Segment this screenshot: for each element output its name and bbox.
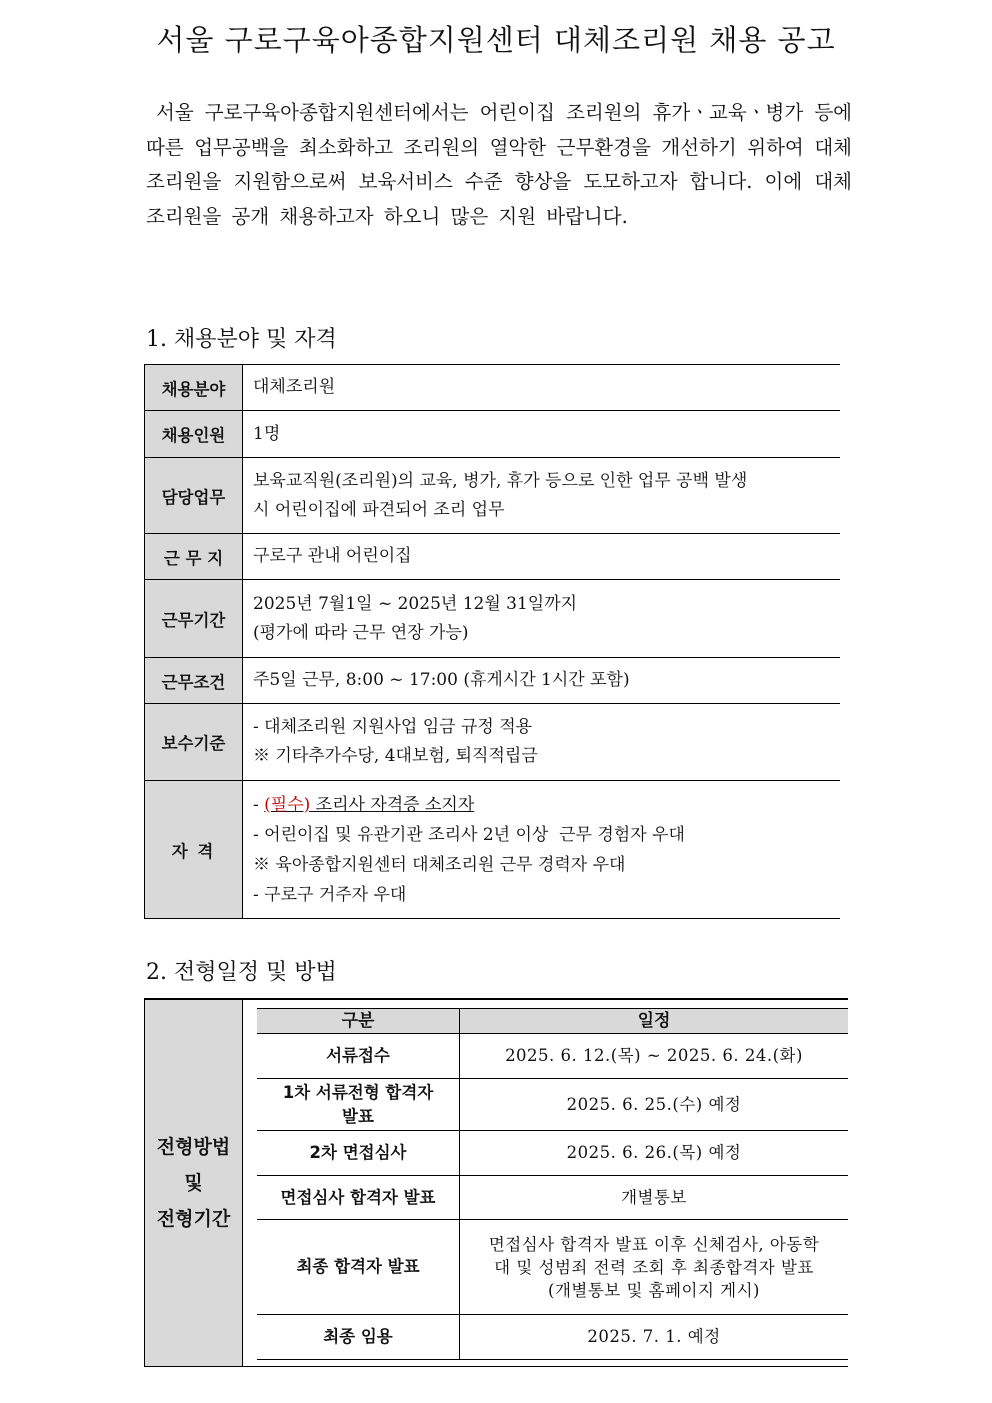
step-cell: 2차 면접심사 (257, 1131, 460, 1176)
row-value: 보육교직원(조리원)의 교육, 병가, 휴가 등으로 인한 업무 공백 발생 시 어린이집에 파견되어 조리 업무 (243, 458, 841, 534)
row-value: 주5일 근무, 8:00 ~ 17:00 (휴게시간 1시간 포함) (243, 658, 841, 704)
row-label: 담당업무 (145, 458, 243, 534)
table-header-row (257, 1009, 848, 1034)
table-row (145, 458, 841, 534)
step-cell: 1차 서류전형 합격자 발표 (257, 1079, 460, 1131)
row-value: 구로구 관내 어린이집 (243, 534, 841, 580)
table-row (257, 1220, 848, 1315)
row-value: - (필수) 조리사 자격증 소지자 - 어린이집 및 유관기관 조리사 2년 이상 근무 경험자 우대 ※ 육아종합지원센터 대체조리원 근무 경력자 우대 - 구로구 거주자 우대 (243, 781, 841, 919)
step-cell: 서류접수 (257, 1034, 460, 1079)
schedule-box (144, 998, 848, 1367)
step-cell: 최종 합격자 발표 (257, 1220, 460, 1315)
column-header-step: 구분 (257, 1009, 460, 1034)
row-label: 근무기간 (145, 580, 243, 658)
table-row (145, 534, 841, 580)
row-label: 채용인원 (145, 411, 243, 458)
column-header-date: 일정 (460, 1009, 849, 1034)
row-label: 근 무 지 (145, 534, 243, 580)
row-label: 채용분야 (145, 365, 243, 411)
row-value: 2025년 7월1일 ~ 2025년 12월 31일까지 (평가에 따라 근무 연장 가능) (243, 580, 841, 658)
step-cell: 면접심사 합격자 발표 (257, 1176, 460, 1220)
table-row (257, 1034, 848, 1079)
qualification-table (144, 364, 840, 919)
table-row (257, 1315, 848, 1360)
step-cell: 최종 임용 (257, 1315, 460, 1360)
section1-heading: 1. 채용분야 및 자격 (146, 327, 337, 352)
row-value: - 대체조리원 지원사업 임금 규정 적용 ※ 기타추가수당, 4대보험, 퇴직적립금 (243, 704, 841, 781)
row-label: 근무조건 (145, 658, 243, 704)
table-row (145, 365, 841, 411)
date-cell: 면접심사 합격자 발표 이후 신체검사, 아동학대 및 성범죄 전력 조회 후 최종합격자 발표(개별통보 및 홈페이지 게시) (460, 1220, 849, 1315)
page-title: 서울 구로구육아종합지원센터 대체조리원 채용 공고 (156, 23, 836, 57)
date-cell: 2025. 6. 12.(목) ~ 2025. 6. 24.(화) (460, 1034, 849, 1079)
required-tag: (필수) (264, 794, 311, 815)
date-cell: 2025. 7. 1. 예정 (460, 1315, 849, 1360)
table-row (257, 1079, 848, 1131)
table-row (145, 411, 841, 458)
table-row (145, 704, 841, 781)
row-label: 보수기준 (145, 704, 243, 781)
row-value: 대체조리원 (243, 365, 841, 411)
table-row (257, 1131, 848, 1176)
intro-paragraph: 서울 구로구육아종합지원센터에서는 어린이집 조리원의 휴가ㆍ교육ㆍ병가 등에 따른 업무공백을 최소화하고 조리원의 열악한 근무환경을 개선하기 위하여 대체조리원을 지원함으로써 보육서비스 수준 향상을 도모하고자 합니다. 이에 대체조리원을 공개 채용하고자 하오니 많은 지원 바랍니다. (146, 101, 852, 228)
section2-heading: 2. 전형일정 및 방법 (146, 960, 337, 985)
date-cell: 2025. 6. 25.(수) 예정 (460, 1079, 849, 1131)
table-row (257, 1176, 848, 1220)
table-row (145, 781, 841, 919)
table-row (145, 658, 841, 704)
schedule-table (257, 1008, 848, 1360)
row-value: 1명 (243, 411, 841, 458)
date-cell: 2025. 6. 26.(목) 예정 (460, 1131, 849, 1176)
row-label: 자 격 (145, 781, 243, 919)
table-row (145, 580, 841, 658)
schedule-side-label: 전형방법 및 전형기간 (144, 1000, 243, 1366)
date-cell: 개별통보 (460, 1176, 849, 1220)
required-line: - (필수) 조리사 자격증 소지자 (253, 794, 475, 815)
